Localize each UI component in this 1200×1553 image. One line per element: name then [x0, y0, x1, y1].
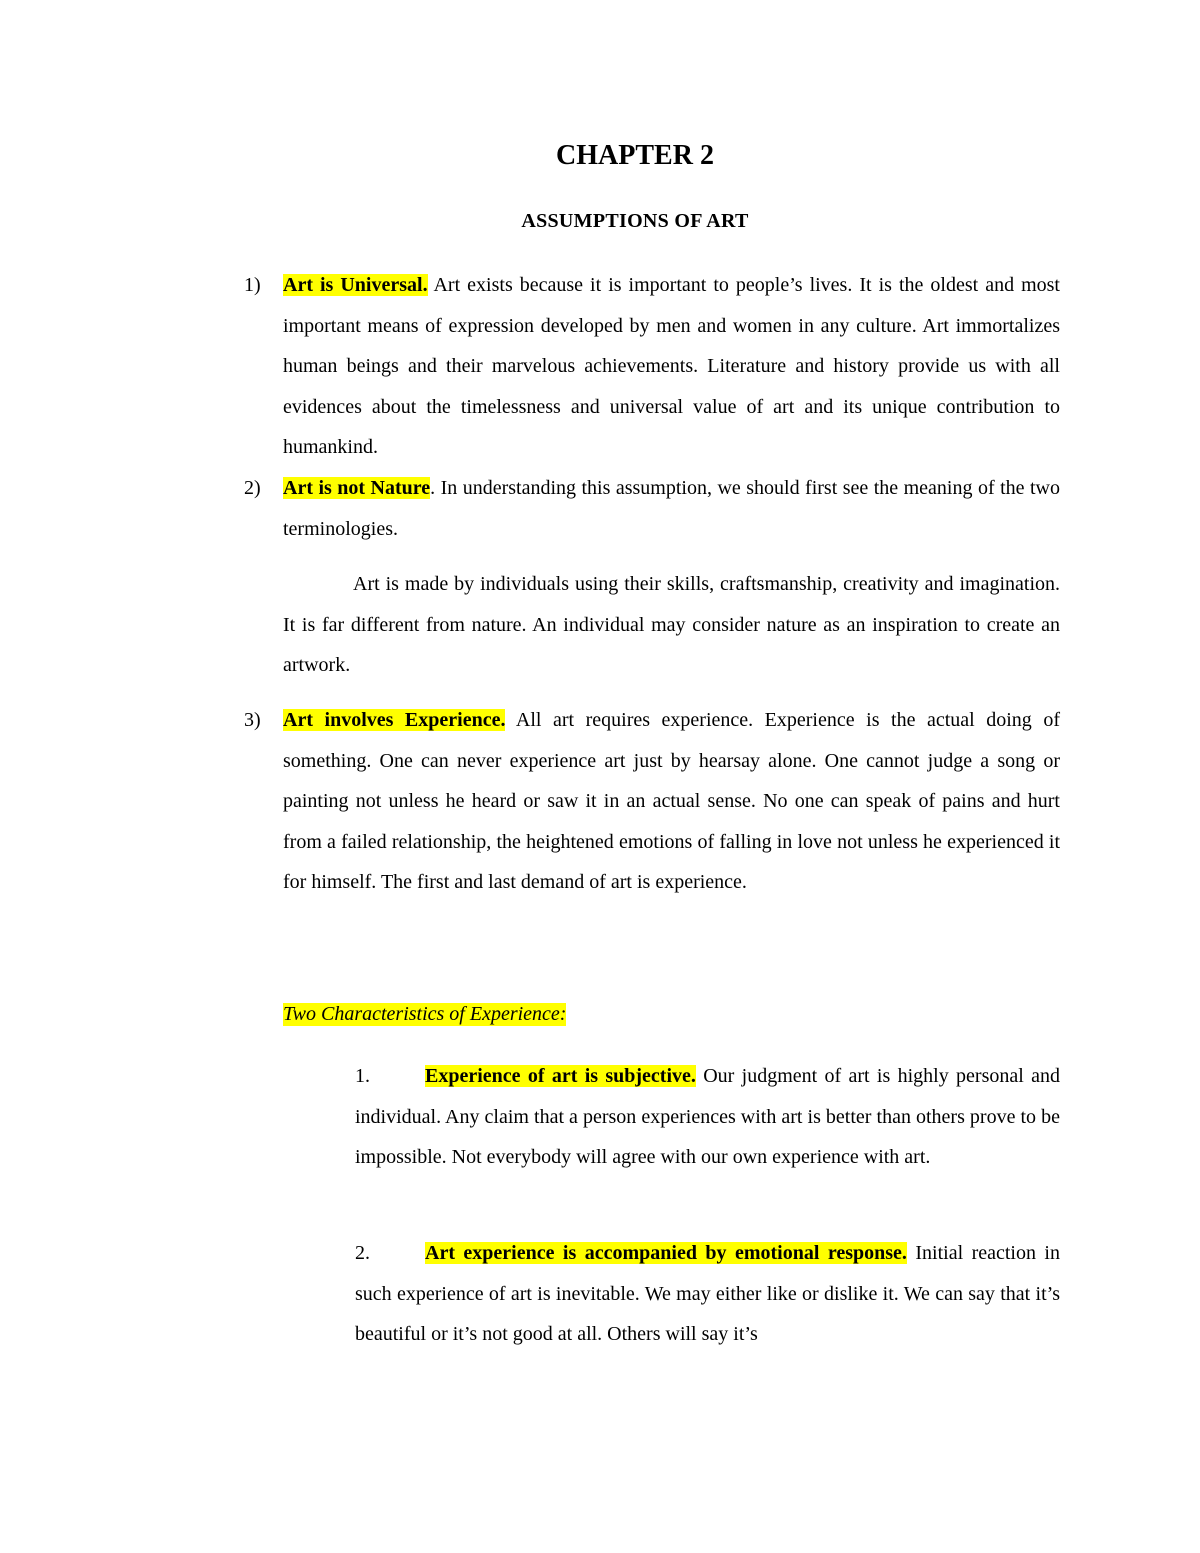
item-heading-3: Art involves Experience.	[283, 709, 506, 731]
characteristic-paragraph-2	[355, 1233, 1060, 1355]
characteristic-number-2: 2.	[355, 1242, 370, 1264]
item-number-1: 1)	[244, 274, 261, 296]
item-text-1: Art exists because it is important to people’s lives. It is the oldest and most important means of expression developed by men and women in any culture. Art immortalizes human beings and their marvelous achievements. Literature and history provide us with all evidences about the timelessness and universal value of art and its unique contribution to humankind.	[283, 274, 1060, 458]
characteristic-text-2: Initial reaction in such experience of art is inevitable. We may either like or dislike it. We can say that it’s beautiful or it’s not good at all. Others will say it’s	[355, 1242, 1060, 1345]
characteristic-number-1: 1.	[355, 1065, 370, 1087]
item-2-extra-paragraph: Art is made by individuals using their skills, craftsmanship, creativity and imagination. It is far different from nature. An individual may consider nature as an inspiration to create an artwork.	[283, 573, 1060, 676]
characteristic-heading-1: Experience of art is subjective.	[425, 1065, 696, 1087]
item-text-3: All art requires experience. Experience is the actual doing of something. One can never experience art just by hearsay alone. One cannot judge a song or painting not unless he heard or saw it in an actual sense. No one can speak of pains and hurt from a failed relationship, the heightened emotions of falling in love not unless he experienced it for himself. The first and last demand of art is experience.	[283, 709, 1060, 893]
chapter-title: CHAPTER 2	[556, 140, 714, 171]
characteristics-heading: Two Characteristics of Experience:	[283, 1003, 567, 1025]
characteristic-paragraph-1	[355, 1056, 1060, 1178]
item-paragraph-1	[283, 265, 1060, 468]
item-number-2: 2)	[244, 477, 261, 499]
item-number-3: 3)	[244, 709, 261, 731]
item-paragraph-2	[283, 468, 1060, 549]
item-paragraph-3	[283, 700, 1060, 903]
item-heading-2: Art is not Nature	[283, 477, 431, 499]
item-text-2: . In understanding this assumption, we should first see the meaning of the two terminologies.	[283, 477, 1060, 540]
section-title: ASSUMPTIONS OF ART	[521, 210, 749, 232]
item-heading-1: Art is Universal.	[283, 274, 428, 296]
characteristic-heading-2: Art experience is accompanied by emotional response.	[425, 1242, 907, 1264]
characteristic-text-1: Our judgment of art is highly personal and individual. Any claim that a person experiences with art is better than others prove to be impossible. Not everybody will agree with our own experience with art.	[355, 1065, 1060, 1168]
